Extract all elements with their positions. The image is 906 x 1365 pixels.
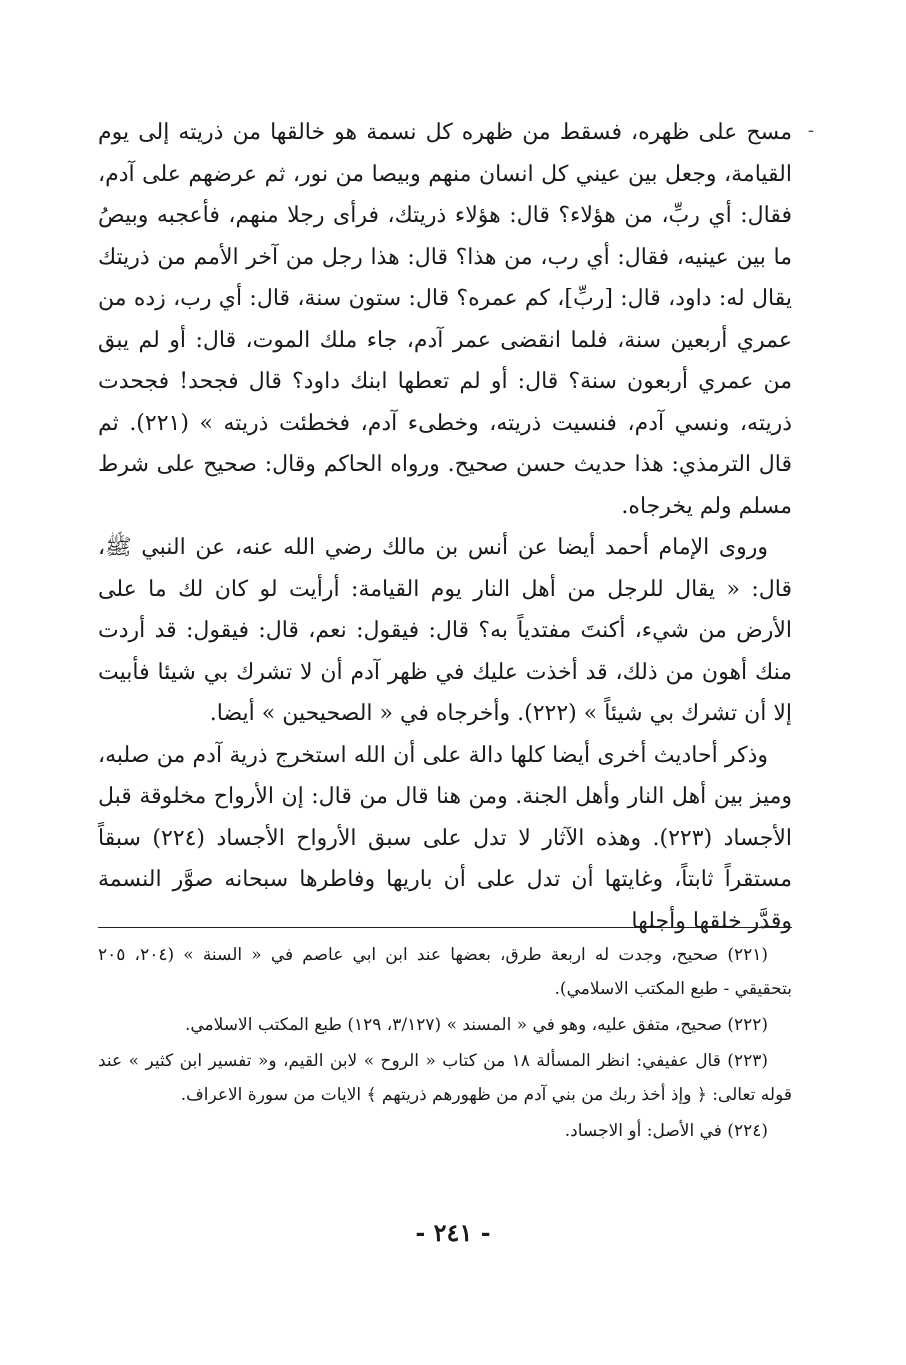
page-number: - ٢٤١ -: [415, 1218, 491, 1247]
footnotes: [98, 938, 792, 1150]
margin-mark: -: [808, 120, 815, 141]
footnote-221: (٢٢١) صحيح، وجدت له اربعة طرق، بعضها عند ابن ابي عاصم في « السنة » (٢٠٤، ٢٠٥ بتحقيقي - طبع المكتب الاسلامي).: [98, 945, 792, 999]
footnote-divider: [98, 927, 792, 928]
paragraph-3: وذكر أحاديث أخرى أيضا كلها دالة على أن الله استخرج ذرية آدم من صلبه، وميز بين أهل النار وأهل الجنة. ومن هنا قال من قال: إن الأرواح مخلوقة قبل الأجساد (٢٢٣). وهذه الآثار لا تدل على سبق الأرواح الأجساد (٢٢٤) سبقاً مستقراً ثابتاً، وغايتها أن تدل على أن باريها وفاطرها سبحانه صوَّر النسمة وقدَّر خلقها وأجلها: [98, 742, 792, 934]
footnote-224: (٢٢٤) في الأصل: أو الاجساد.: [564, 1121, 768, 1141]
main-text: [98, 112, 792, 942]
paragraph-1: مسح على ظهره، فسقط من ظهره كل نسمة هو خالقها من ذريته إلى يوم القيامة، وجعل بين عيني كل انسان منهم وبيصا من نور، ثم عرضهم على آدم، فقال: أي ربِّ، من هؤلاء؟ قال: هؤلاء ذريتك، فرأى رجلا منهم، فأعجبه وبيصُ ما بين عينيه، فقال: أي رب، من هذا؟ قال: هذا رجل من آخر الأمم من ذريتك يقال له: داود، قال: [ربِّ]، كم عمره؟ قال: ستون سنة، قال: أي رب، زده من عمري أربعين سنة، فلما انقضى عمر آدم، جاء ملك الموت، قال: أو لم يبق من عمري أربعون سنة؟ قال: أو لم تعطها ابنك داود؟ قال فجحد! فجحدت ذريته، ونسي آدم، فنسيت ذريته، وخطىء آدم، فخطئت ذريته » (٢٢١). ثم قال الترمذي: هذا حديث حسن صحيح. ورواه الحاكم وقال: صحيح على شرط مسلم ولم يخرجاه.: [98, 120, 793, 519]
paragraph-2: وروى الإمام أحمد أيضا عن أنس بن مالك رضي الله عنه، عن النبي ﷺ، قال: « يقال للرجل من أهل النار يوم القيامة: أرأيت لو كان لك ما على الأرض من شيء، أكنتَ مفتدياً به؟ قال: فيقول: نعم، قال: فيقول: قد أردت منك أهون من ذلك، قد أخذت عليك في ظهر آدم أن لا تشرك بي شيئا فأبيت إلا أن تشرك بي شيئاً » (٢٢٢). وأخرجاه في « الصحيحين » أيضا.: [98, 535, 792, 726]
footnote-222: (٢٢٢) صحيح، متفق عليه، وهو في « المسند » (٣/١٢٧، ١٢٩) طبع المكتب الاسلامي.: [184, 1015, 768, 1035]
footnote-223: (٢٢٣) قال عفيفي: انظر المسألة ١٨ من كتاب « الروح » لابن القيم، و« تفسير ابن كثير » عند قوله تعالى: ﴿ وإذ أخذ ربك من بني آدم من ظهورهم ذريتهم ﴾ الايات من سورة الاعراف.: [98, 1051, 792, 1105]
